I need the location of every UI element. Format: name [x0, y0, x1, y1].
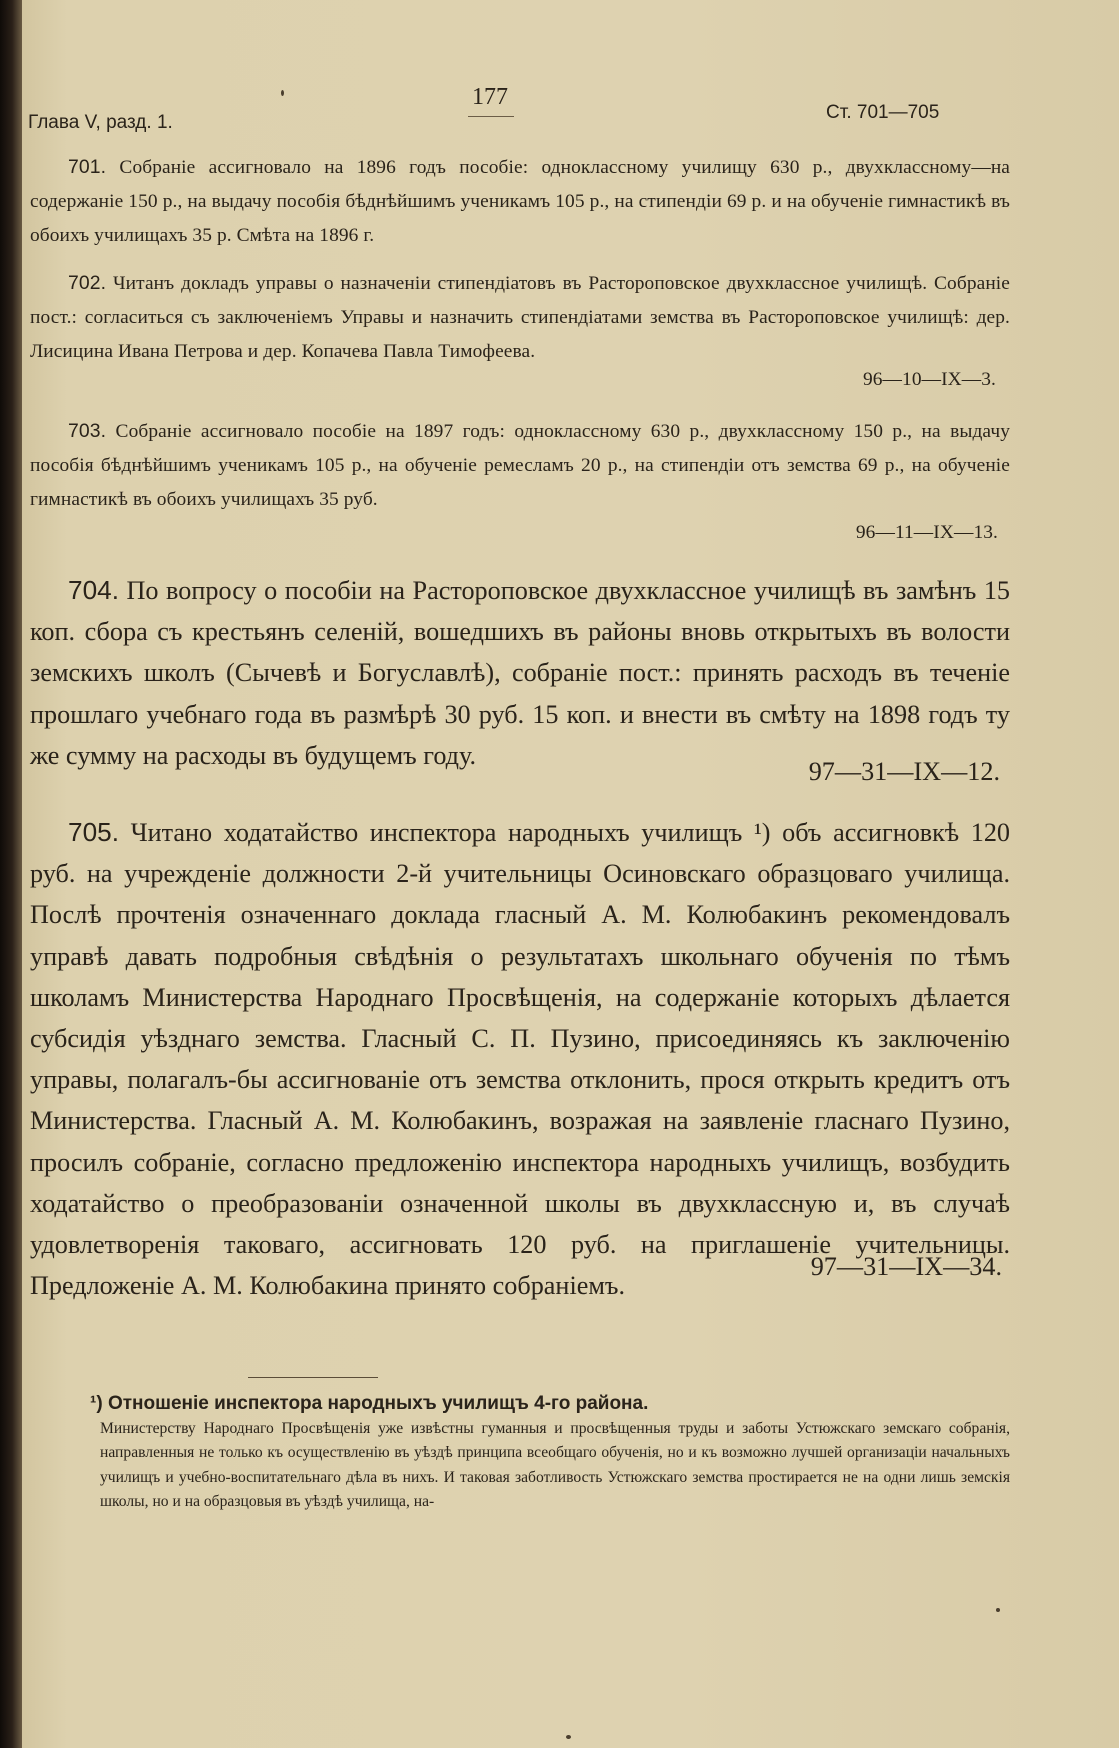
paragraph-number: 704.: [68, 575, 119, 605]
footnote-title: Отношеніе инспектора народныхъ училищъ 4-го района.: [107, 1393, 649, 1414]
paragraph-text: Собраніе ассигновало на 1896 годъ пособіе: одноклассному училищу 630 р., двухклассному—на содержаніе 150 р., на выдачу пособія бѣднѣйшимъ ученикамъ 105 р., на стипендіи 69 р. и на обученіе гимнастикѣ въ обоихъ училищахъ 35 р. Смѣта на 1896 г.: [30, 157, 1011, 246]
paragraph-702: [30, 266, 1010, 369]
paper-speck: [566, 1735, 571, 1739]
page-number-rule: [468, 116, 514, 117]
paragraph-number: 703.: [68, 420, 107, 442]
paragraph-text: Читанъ докладъ управы о назначеніи стипендіатовъ въ Растороповское двухклассное училищѣ. Собраніе пост.: согласиться съ заключеніемъ Управы и назначить стипендіатами земства въ Растороповское училищѣ: дер. Лисицина Ивана Петрова и дер. Копачева Павла Тимофеева.: [30, 273, 1010, 362]
page-number: 177: [472, 84, 508, 110]
footnote-rule: [248, 1377, 378, 1378]
paragraph-number: 705.: [68, 817, 119, 847]
paper-speck: [281, 90, 284, 96]
running-head-articles: Ст. 701—705: [826, 102, 940, 123]
paper-speck: [996, 1608, 1000, 1612]
paragraph-705: [30, 812, 1010, 1306]
paragraph-text: По вопросу о пособіи на Растороповское двухклассное училищѣ въ замѣнъ 15 коп. сбора съ крестьянъ селеній, вошедшихъ въ районы вновь открытыхъ въ волости земскихъ школъ (Сычевѣ и Богуславлѣ), собраніе пост.: принять расходъ въ теченіе прошлаго учебнаго года въ размѣрѣ 30 руб. 15 коп. и внести въ смѣту на 1898 годъ ту же сумму на расходы въ будущемъ году.: [30, 576, 1011, 770]
paragraph-701: [30, 150, 1010, 253]
running-head-chapter: Глава V, разд. 1.: [28, 112, 173, 133]
footnote: [30, 1392, 1010, 1515]
paragraph-704: [30, 570, 1010, 776]
paragraph-number: 701.: [68, 156, 107, 178]
reference-702: 96—10—IX—3.: [862, 369, 996, 390]
reference-704: 97—31—IX—12.: [808, 757, 1000, 786]
footnote-heading: [30, 1392, 1010, 1417]
reference-705: 97—31—IX—34.: [810, 1252, 1002, 1281]
footnote-marker: ¹): [90, 1393, 103, 1414]
paragraph-703: [30, 414, 1010, 517]
paragraph-number: 702.: [68, 272, 107, 294]
book-binding-edge: [0, 0, 22, 1748]
reference-703: 96—11—IX—13.: [855, 522, 998, 543]
footnote-text: Министерству Народнаго Просвѣщенія уже извѣстны гуманныя и просвѣщенныя труды и заботы Устюжскаго земскаго собранія, направленныя не только къ осуществленію въ уѣздѣ принципа всеобщаго обученія, но и къ возможно лучшей организаціи начальныхъ училищъ и учебно-воспитательнаго дѣла въ нихъ. И таковая заботливость Устюжскаго земства простирается не на одни лишь земскія школы, но и на образцовыя въ уѣздѣ училища, на-: [100, 1419, 1010, 1510]
paragraph-text: Читано ходатайство инспектора народныхъ училищъ ¹) объ ассигновкѣ 120 руб. на учрежденіе должности 2-й учительницы Осиновскаго образцоваго училища. Послѣ прочтенія означеннаго доклада гласный А. М. Колюбакинъ рекомендовалъ управѣ давать подробныя свѣдѣнія о результатахъ школьнаго обученія по тѣмъ школамъ Министерства Народнаго Просвѣщенія, на содержаніе которыхъ дѣлается субсидія уѣзднаго земства. Гласный С. П. Пузино, присоединяясь къ заключенію управы, полагалъ-бы ассигнованіе отъ земства отклонить, прося открыть кредитъ отъ Министерства. Гласный А. М. Колюбакинъ, возражая на заявленіе гласнаго Пузино, просилъ собраніе, согласно предложенію инспектора народныхъ училищъ, возбудить ходатайство о преобразованіи означенной школы въ двухклассную и, въ случаѣ удовлетворенія таковаго, ассигновать 120 руб. на приглашеніе учительницы. Предложеніе А. М. Колюбакина принято собраніемъ.: [30, 818, 1011, 1301]
paragraph-text: Собраніе ассигновало пособіе на 1897 годъ: одноклассному 630 р., двухклассному 150 р., на выдачу пособія бѣднѣйшимъ ученикамъ 105 р., на обученіе ремесламъ 20 р., на стипендіи отъ земства 69 р., на обученіе гимнастикѣ въ обоихъ училищахъ 35 руб.: [30, 421, 1011, 510]
